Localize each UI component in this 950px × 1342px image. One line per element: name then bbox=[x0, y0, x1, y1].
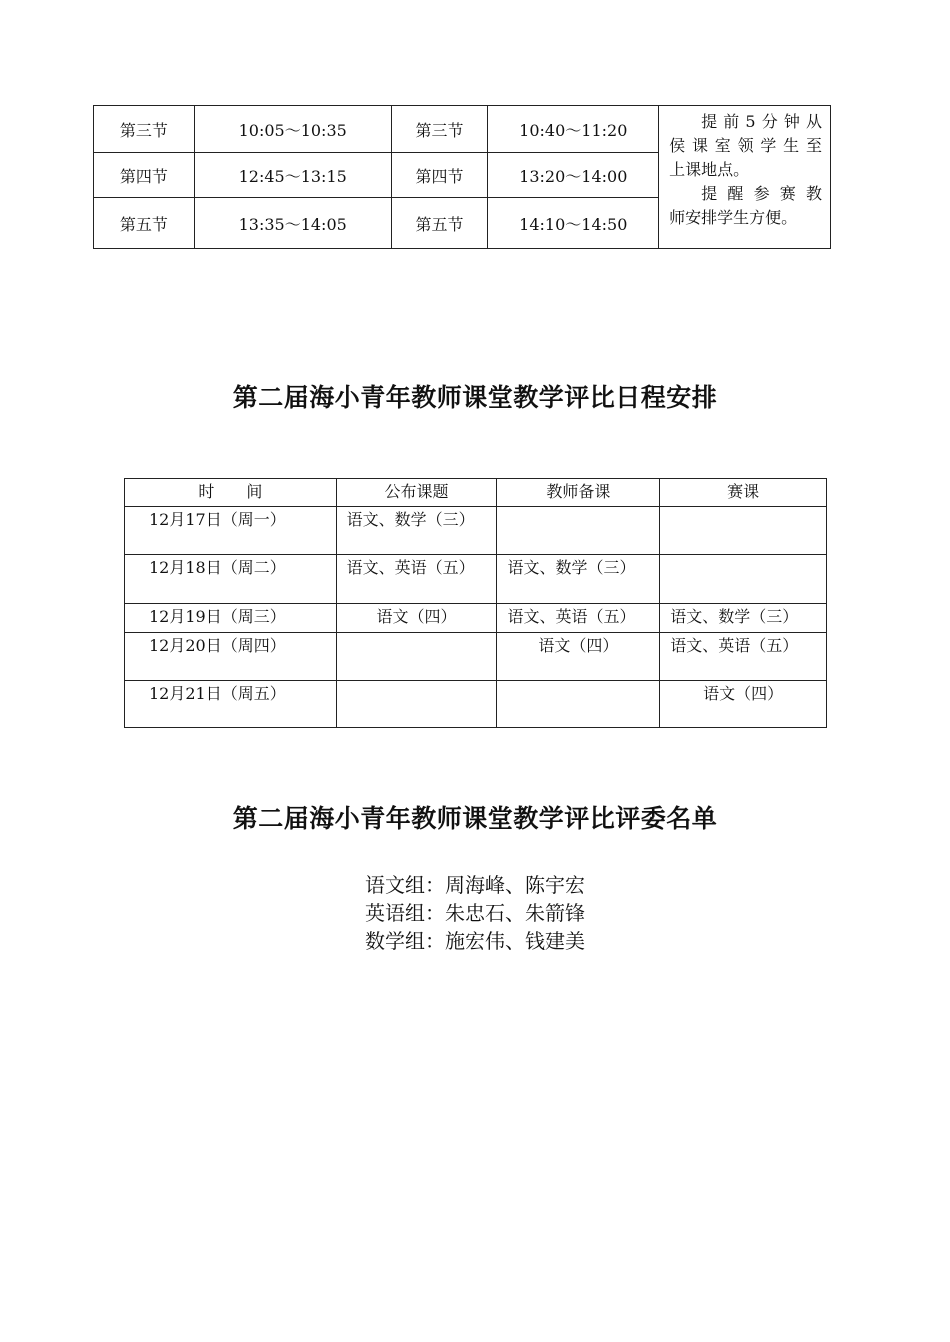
judges-list bbox=[0, 871, 950, 955]
date-cell: 12月21日（周五） bbox=[125, 681, 337, 728]
period-cell: 第三节 bbox=[391, 106, 488, 153]
note-line: 提前5分钟从 bbox=[701, 112, 822, 131]
table-cell: 语文、英语（五） bbox=[660, 633, 827, 681]
date-cell: 12月18日（周二） bbox=[125, 555, 337, 604]
judge-group: 英语组：朱忠石、朱箭锋 bbox=[365, 901, 585, 925]
table-cell: 语文（四） bbox=[660, 681, 827, 728]
schedule-title: 第二届海小青年教师课堂教学评比日程安排 bbox=[232, 383, 718, 412]
judges-title: 第二届海小青年教师课堂教学评比评委名单 bbox=[232, 804, 718, 833]
schedule-table bbox=[124, 478, 827, 728]
table-row bbox=[94, 106, 831, 153]
time-cell: 10:40～11:20 bbox=[488, 106, 659, 153]
date-cell: 12月20日（周四） bbox=[125, 633, 337, 681]
table-cell: 语文、数学（三） bbox=[336, 507, 497, 555]
date-cell: 12月19日（周三） bbox=[125, 604, 337, 633]
period-cell: 第五节 bbox=[391, 198, 488, 249]
table-cell: 语文、数学（三） bbox=[660, 604, 827, 633]
table-cell bbox=[497, 681, 660, 728]
note-line: 师安排学生方便。 bbox=[669, 208, 798, 227]
table-cell: 语文（四） bbox=[497, 633, 660, 681]
column-header: 公布课题 bbox=[336, 479, 497, 507]
table-cell bbox=[336, 681, 497, 728]
note-line: 提醒参赛教 bbox=[701, 184, 822, 203]
table-cell: 语文、数学（三） bbox=[497, 555, 660, 604]
column-header: 时 间 bbox=[125, 479, 337, 507]
table-cell: 语文（四） bbox=[336, 604, 497, 633]
table-row bbox=[125, 681, 827, 728]
period-cell: 第五节 bbox=[94, 198, 195, 249]
table-cell: 语文、英语（五） bbox=[336, 555, 497, 604]
period-cell: 第四节 bbox=[94, 153, 195, 198]
table-cell bbox=[660, 507, 827, 555]
column-header: 教师备课 bbox=[497, 479, 660, 507]
time-cell: 12:45～13:15 bbox=[194, 153, 391, 198]
note-line: 上课地点。 bbox=[669, 160, 750, 179]
table-cell bbox=[336, 633, 497, 681]
table-row bbox=[125, 507, 827, 555]
column-header: 赛课 bbox=[660, 479, 827, 507]
time-cell: 13:35～14:05 bbox=[194, 198, 391, 249]
date-cell: 12月17日（周一） bbox=[125, 507, 337, 555]
table-header-row bbox=[125, 479, 827, 507]
period-cell: 第三节 bbox=[94, 106, 195, 153]
table-cell bbox=[497, 507, 660, 555]
table-cell: 语文、英语（五） bbox=[497, 604, 660, 633]
judge-group: 语文组：周海峰、陈宇宏 bbox=[365, 873, 585, 897]
table-row bbox=[125, 633, 827, 681]
time-cell: 14:10～14:50 bbox=[488, 198, 659, 249]
judge-group: 数学组：施宏伟、钱建美 bbox=[365, 929, 585, 953]
period-cell: 第四节 bbox=[391, 153, 488, 198]
table-cell bbox=[660, 555, 827, 604]
table-row bbox=[125, 555, 827, 604]
table-row bbox=[125, 604, 827, 633]
note-line: 侯课室领学生至 bbox=[669, 136, 822, 155]
time-cell: 13:20～14:00 bbox=[488, 153, 659, 198]
period-table bbox=[93, 105, 831, 249]
time-cell: 10:05～10:35 bbox=[194, 106, 391, 153]
note-cell bbox=[659, 106, 831, 249]
